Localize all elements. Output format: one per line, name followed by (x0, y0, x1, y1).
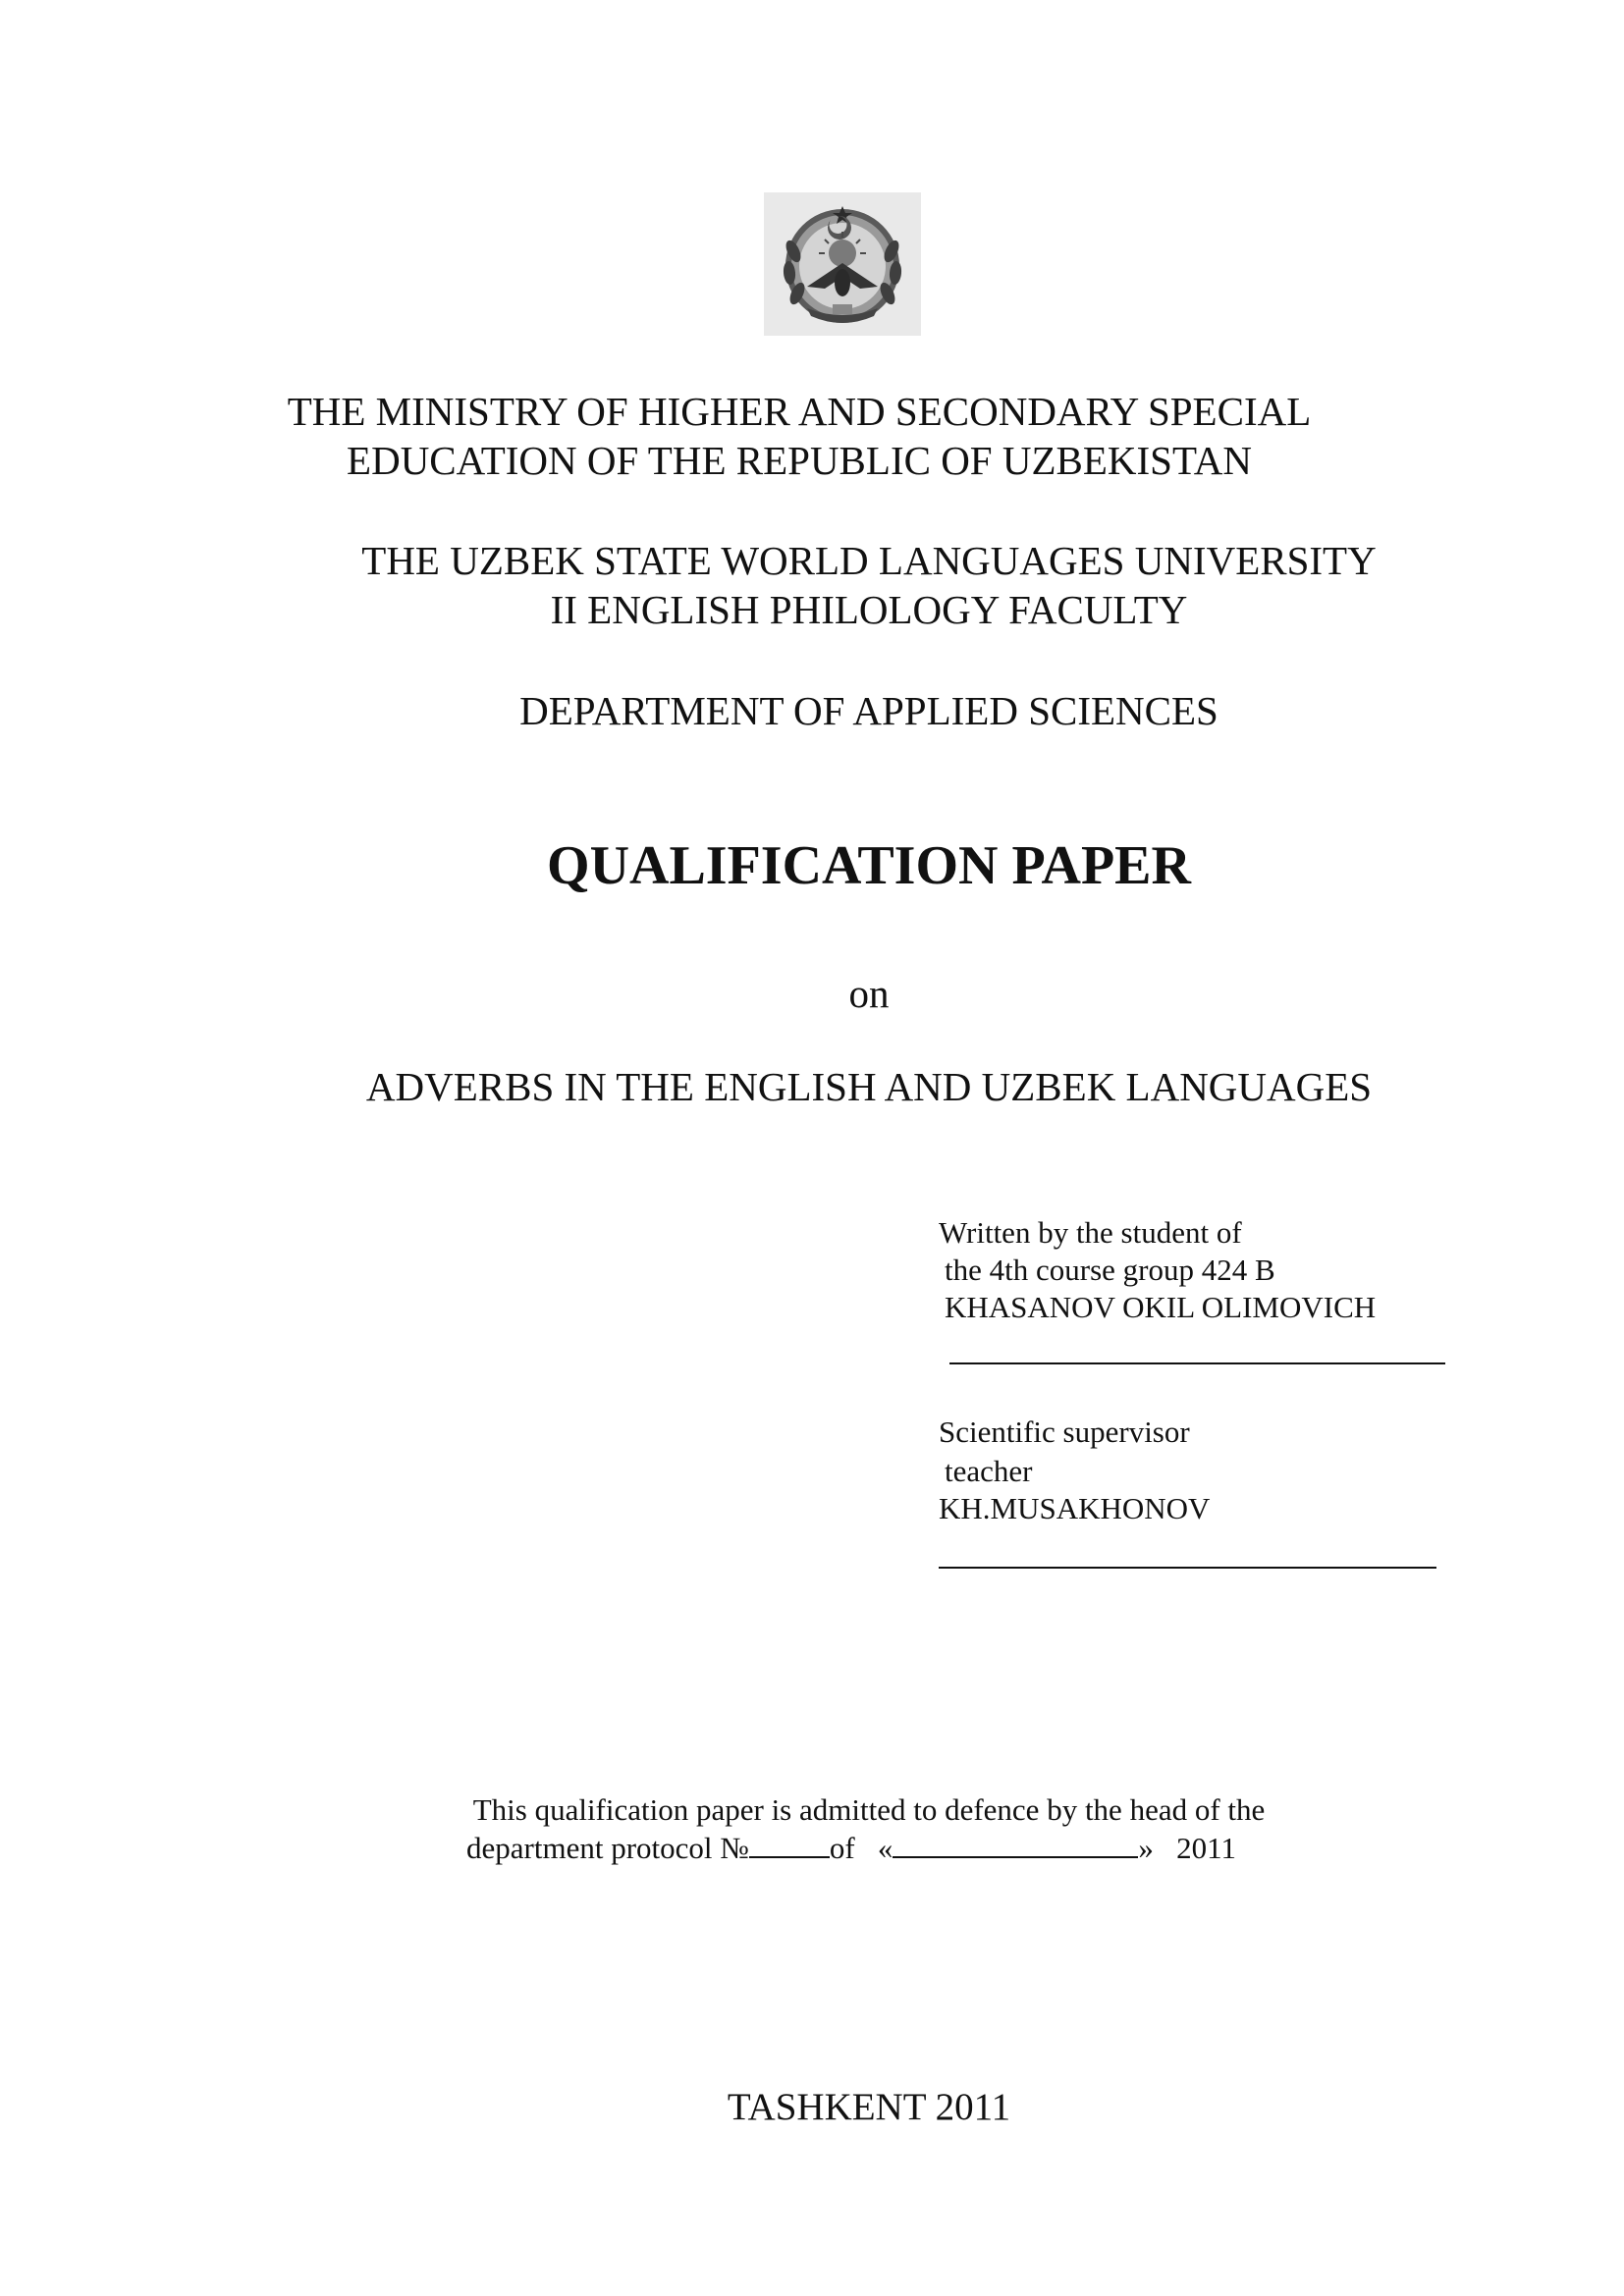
admission-year: 2011 (1176, 1831, 1237, 1865)
university-name: THE UZBEK STATE WORLD LANGUAGES UNIVERSITY (361, 538, 1377, 583)
supervisor-label: Scientific supervisor (939, 1415, 1190, 1449)
of-label: of (829, 1831, 855, 1865)
ministry-title-line-2: EDUCATION OF THE REPUBLIC OF UZBEKISTAN (347, 438, 1252, 483)
supervisor-position: teacher (945, 1454, 1033, 1488)
city-year: TASHKENT 2011 (727, 2086, 1011, 2128)
date-blank (893, 1831, 1138, 1858)
state-emblem-icon (764, 192, 921, 336)
document-title: QUALIFICATION PAPER (547, 835, 1191, 896)
protocol-number-blank (749, 1831, 830, 1858)
date-open-quote: « (877, 1831, 893, 1865)
supervisor-name: KH.MUSAKHONOV (939, 1491, 1211, 1525)
author-signature-line (949, 1362, 1445, 1364)
faculty-name: II ENGLISH PHILOLOGY FACULTY (550, 587, 1188, 632)
paper-topic: ADVERBS IN THE ENGLISH AND UZBEK LANGUAGES (365, 1064, 1373, 1109)
ministry-title-line-1: THE MINISTRY OF HIGHER AND SECONDARY SPECIAL (287, 389, 1312, 434)
supervisor-signature-line (939, 1567, 1436, 1569)
admission-statement-line-2 (466, 1830, 1236, 1867)
date-close-quote: » (1138, 1831, 1154, 1865)
author-line-1: Written by the student of (939, 1215, 1242, 1250)
admission-statement-line-1: This qualification paper is admitted to defence by the head of the (472, 1792, 1266, 1827)
author-name: KHASANOV OKIL OLIMOVICH (945, 1290, 1377, 1324)
department-name: DEPARTMENT OF APPLIED SCIENCES (519, 688, 1218, 733)
author-line-2: the 4th course group 424 B (945, 1253, 1275, 1287)
protocol-label: department protocol № (466, 1831, 749, 1865)
title-connector: on (848, 971, 890, 1016)
